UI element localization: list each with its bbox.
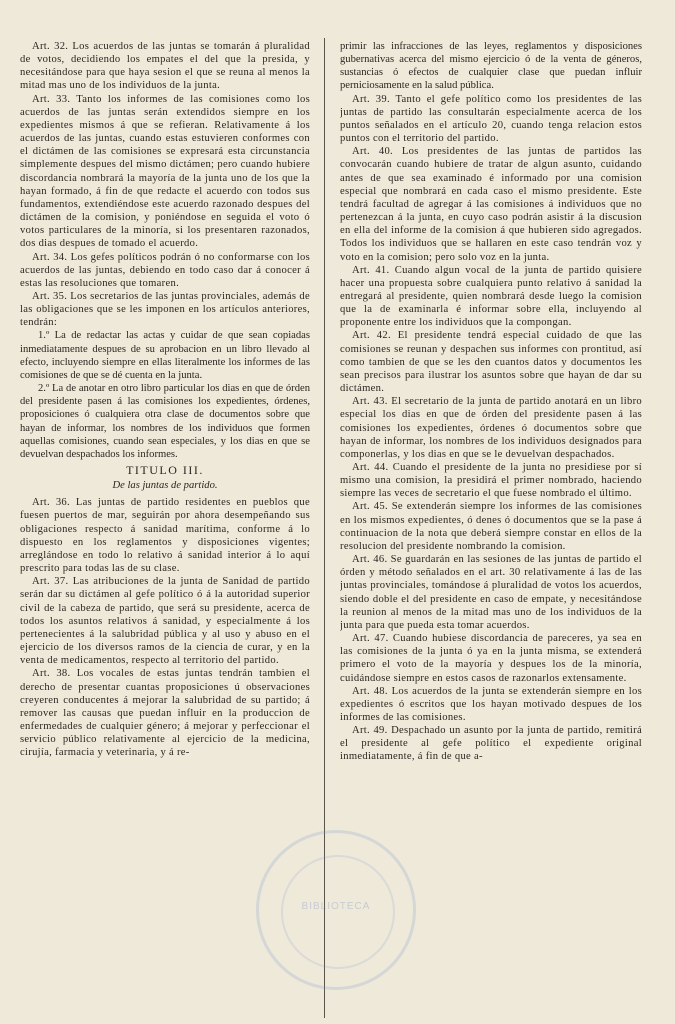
stamp-label: BIBLIOTECA <box>301 901 371 912</box>
article-49: Art. 49. Despachado un asunto por la junta de partido, remitirá el presidente al gefe político el expediente original inmediatamente, á fin de que a- <box>340 725 642 763</box>
section-title: TITULO III. <box>126 463 204 477</box>
article-41: Art. 41. Cuando algun vocal de la junta de partido quisiere hacer una propuesta sobre cualquiera punto relativo á sanidad la entregará al presidente, quien nombrará desde luego la comision que la de examinarla é informar sobre ella, incluyendo al proponente entre los individuos que la compongan. <box>340 264 642 329</box>
article-45: Art. 45. Se extenderán siempre los informes de las comisiones en los mismos expedientes, ó denes ó documentos que se la pase á continuacion de la nota que deberá siempre constar en ellos de la resolucion del presidente nombrando la comision. <box>340 501 642 552</box>
article-47: Art. 47. Cuando hubiese discordancia de pareceres, ya sea en las comisiones de la junta ó ya en la junta misma, se extenderá primero el voto de la mayoría y despues los de la minoría, cuidándose siempre en estos casos de razonarlos extensamente. <box>340 633 642 684</box>
article-38-continuation: primir las infracciones de las leyes, reglamentos y disposiciones gubernativas acerca del mismo ejercicio ó de la venta de géneros, sustancias ó efectos de cualquier clase que puedan influir perniciosamente en la salud pública. <box>340 41 642 92</box>
article-36: Art. 36. Las juntas de partido residentes en pueblos que fuesen puertos de mar, seguirán por ahora desempeñando sus obligaciones respecto á sanidad marítima, conforme á lo dispuesto en los reglamentos y disposiciones vigentes; arreglándose en todo lo relativo á sanidad interior á lo aquí prescrito para todas las de su clase. <box>20 497 310 575</box>
article-48: Art. 48. Los acuerdos de la junta se extenderán siempre en los expedientes ó escritos que los hayan motivado despues de los informes de las comisiones. <box>340 685 642 723</box>
article-42: Art. 42. El presidente tendrá especial cuidado de que las comisiones se reunan y despachen sus informes con prontitud, así como tambien de que se les den cuantos datos y documentos les sean precisos para ilustrar los asuntos sobre que hayan de dar su dictámen. <box>340 330 642 395</box>
article-35: Art. 35. Los secretarios de las juntas provinciales, además de las obligaciones que se les imponen en los artículos anteriores, tendrán: <box>20 290 310 329</box>
article-35-item-1: 1.º La de redactar las actas y cuidar de que sean copiadas inmediatamente despues de su aprobacion en un libro llevado al efecto, incluyendo siempre en ellas literalmente los informes de las comisiones de que se dé cuenta en la junta. <box>20 330 310 381</box>
article-32: Art. 32. Los acuerdos de las juntas se tomarán á pluralidad de votos, decidiendo los empates el del que la presida, y necesitándose para que haya sesion el que se reuna al menos la mitad mas uno de los individuos de la junta. <box>20 41 310 92</box>
article-37: Art. 37. Las atribuciones de la junta de Sanidad de partido serán dar su dictámen al gefe político ó á la autoridad superior civil de la cabeza de partido, que será su presidente, acerca de todos los asuntos relativos á sanidad, y especialmente á los pertenecientes á la salubridad pública y al uso y abuso en el ejercicio de los diversos ramos de la ciencia de curar, y en la venta de medicamentos, respecto al territorio del partido. <box>20 576 310 667</box>
left-column <box>20 40 310 1018</box>
article-35-item-2: 2.º La de anotar en otro libro particular los dias en que de órden del presidente pasen á las comisiones los expedientes, órdenes, proposiciones ó cualquiera otra clase de documentos sobre que hayan de informar, los nombres de los individuos que formen aquellas comisiones, cuando sean especiales, y los dias en que se devuelvan despachados los informes. <box>20 383 310 460</box>
article-39: Art. 39. Tanto el gefe político como los presidentes de las juntas de partido las consultarán especialmente acerca de los puntos señalados en el artículo 20, cuando tenga relacion estos puntos con el territorio del partido. <box>340 93 642 145</box>
column-divider <box>324 38 325 1018</box>
article-44: Art. 44. Cuando el presidente de la junta no presidiese por sí mismo una comision, la presidirá el primer nombrado, haciendo siempre las veces de secretario el que fuese nombrado el último. <box>340 462 642 500</box>
article-40: Art. 40. Los presidentes de las juntas de partidos las convocarán cuando hubiere de tratar de algun asunto, cuidando antes de que sea examinado é informado por una comision especial que nombrará en cada caso el mismo presidente. Este tendrá facultad de agregar á las comisiones á individuos que no pertenezcan á la junta, en cuyo caso podrán asistir á la discusion en ella del informe de la comision á que hubieren sido agregados. Todos los individuos que se hallaren en este caso tendrán voz y voto en la comision; pero solo voz en la junta. <box>340 146 642 263</box>
article-46: Art. 46. Se guardarán en las sesiones de las juntas de partido el órden y método señalados en el art. 30 relativamente á las de las juntas provinciales, tomándose á pluralidad de votos los acuerdos, siendo doble el del presidente en caso de empate, y necesitándose la reunion al menos de la mitad mas uno de los individuos de la junta para que pueda esta tomar acuerdos. <box>340 554 642 631</box>
article-34: Art. 34. Los gefes políticos podrán ó no conformarse con los acuerdos de las juntas, debiendo en todo caso dar á conocer á estas las resoluciones que tomaren. <box>20 251 310 289</box>
section-subtitle: De las juntas de partido. <box>112 480 218 492</box>
article-38: Art. 38. Los vocales de estas juntas tendrán tambien el derecho de presentar cuantas proposiciones ú observaciones creyeren conducentes á mejorar la salubridad de su partido; á remover las causas que puedan influir en la produccion de enfermedades de cualquier género; á mejorar y perfeccionar el servicio público relativamente al ejercicio de la medicina, cirujía, farmacia y veterinaria, y á re- <box>20 668 310 759</box>
article-43: Art. 43. El secretario de la junta de partido anotará en un libro especial los dias en que de órden del presidente pasen á las comisiones los expedientes, órdenes ó documentos sobre que hayan de informar, los nombres de los individuos designados para componerlas, y los dias en que se le devuelvan despachados. <box>340 396 642 460</box>
article-33: Art. 33. Tanto los informes de las comisiones como los acuerdos de las juntas serán extendidos siempre en los expedientes mismos á que se refieran. Relativamente á los acuerdos de las juntas, cuando estas estuvieren conformes con el dictámen de las comisiones se expresará esta circunstancia simplemente despues del mismo dictámen; pero cuando hubiere discordancia nombrará la mayoría de la junta uno de los que la hayan formado, á fin de que redacte el acuerdo con todos sus fundamentos, extendiéndose este acuerdo razonado despues del dictámen de la comision, y poniéndose en seguida el voto ó votos particulares de la minoría, si los presentaren razonados, dos dias despues de tomado el acuerdo. <box>20 93 310 250</box>
right-column <box>340 40 642 1018</box>
